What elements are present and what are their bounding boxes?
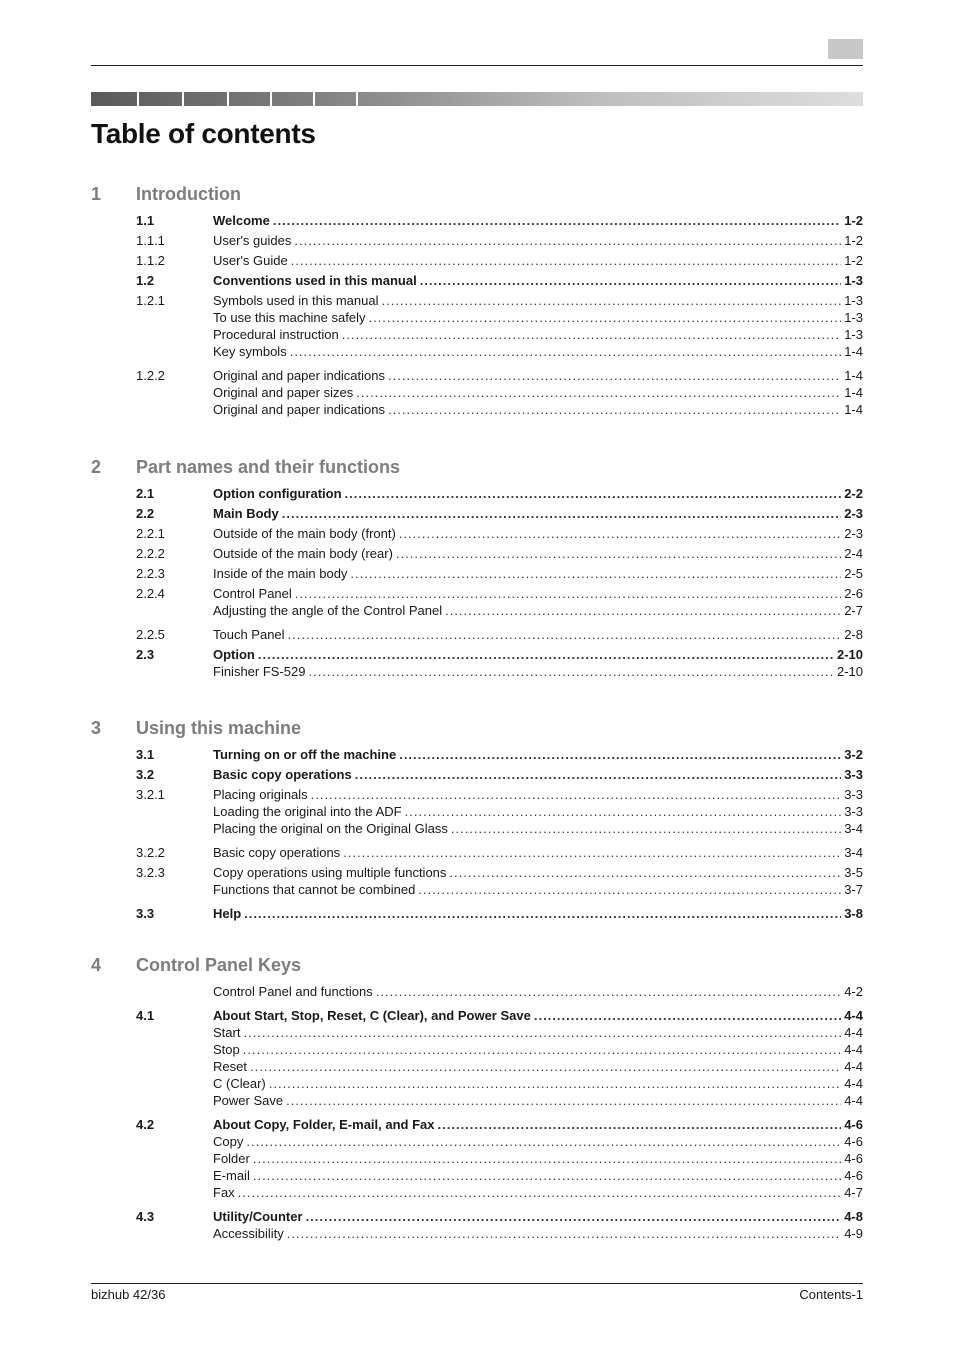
dot-leader <box>291 252 841 269</box>
toc-entry-title: Option <box>213 647 255 662</box>
toc-entry[interactable] <box>0 525 954 542</box>
toc-entry-page: 4-4 <box>844 1059 863 1074</box>
toc-entry-page: 4-9 <box>844 1226 863 1241</box>
toc-entry-page: 2-4 <box>844 546 863 561</box>
toc-entry-line <box>213 803 863 820</box>
toc-entry-title: Placing the original on the Original Glass <box>213 821 448 836</box>
toc-entry-page: 4-2 <box>844 984 863 999</box>
footer-page-number: Contents-1 <box>799 1287 863 1302</box>
toc-entry-page: 4-7 <box>844 1185 863 1200</box>
toc-entry-title: Outside of the main body (rear) <box>213 546 393 561</box>
toc-entry-page: 4-4 <box>844 1093 863 1108</box>
toc-entry[interactable] <box>0 1150 954 1167</box>
toc-entry-line <box>213 1092 863 1109</box>
toc-entry-page: 4-6 <box>844 1134 863 1149</box>
footer-product-name: bizhub 42/36 <box>91 1287 166 1302</box>
toc-entry-title: About Copy, Folder, E-mail, and Fax <box>213 1117 435 1132</box>
toc-entry[interactable] <box>0 1133 954 1150</box>
toc-entry-line <box>213 1150 863 1167</box>
toc-entry-line <box>213 565 863 582</box>
toc-entry-title: Symbols used in this manual <box>213 293 379 308</box>
toc-entry-number: 3.2.1 <box>136 787 165 802</box>
toc-entry-number: 3.2.3 <box>136 865 165 880</box>
toc-entry[interactable] <box>0 803 954 820</box>
decorative-bar-gap <box>182 92 184 106</box>
toc-entry-page: 3-3 <box>844 767 863 782</box>
chapter-heading[interactable] <box>0 718 954 746</box>
toc-entry-page: 1-2 <box>844 233 863 248</box>
toc-entry[interactable] <box>0 905 954 922</box>
toc-entry-page: 4-4 <box>844 1008 863 1023</box>
dot-leader <box>244 905 841 922</box>
toc-entry-number: 2.3 <box>136 647 155 662</box>
toc-entry-number: 2.2.2 <box>136 546 165 561</box>
toc-entry-page: 1-3 <box>844 310 863 325</box>
dot-leader <box>243 1041 841 1058</box>
toc-entry-line <box>213 1058 863 1075</box>
chapter-heading[interactable] <box>0 457 954 485</box>
toc-entry-number: 2.1 <box>136 486 155 501</box>
toc-entry-title: Fax <box>213 1185 235 1200</box>
chapter-section <box>0 718 954 922</box>
dot-leader <box>350 565 841 582</box>
footer-rule <box>91 1283 863 1284</box>
chapter-number: 2 <box>91 457 102 477</box>
toc-entry-page: 1-3 <box>844 293 863 308</box>
toc-entry-line <box>213 881 863 898</box>
dot-leader <box>399 525 841 542</box>
toc-entry[interactable] <box>0 1092 954 1109</box>
dot-leader <box>250 1058 841 1075</box>
toc-entry-number: 2.2 <box>136 506 155 521</box>
toc-entry-line <box>213 626 863 643</box>
toc-entry-title: Folder <box>213 1151 250 1166</box>
toc-entry-page: 1-4 <box>844 402 863 417</box>
dot-leader <box>381 292 841 309</box>
toc-entry-page: 3-5 <box>844 865 863 880</box>
toc-entry-number: 3.1 <box>136 747 155 762</box>
toc-entry-title: Start <box>213 1025 241 1040</box>
toc-entry-list <box>0 212 954 418</box>
chapter-title: Control Panel Keys <box>136 955 302 975</box>
toc-entry[interactable] <box>0 292 954 309</box>
toc-entry[interactable] <box>0 585 954 602</box>
toc-entry-page: 3-4 <box>844 821 863 836</box>
dot-leader <box>449 864 841 881</box>
toc-entry-page: 2-3 <box>844 506 863 521</box>
toc-entry-page: 2-6 <box>844 586 863 601</box>
toc-entry[interactable] <box>0 820 954 837</box>
toc-entry-title: Finisher FS-529 <box>213 664 306 679</box>
toc-entry-title: Placing originals <box>213 787 308 802</box>
toc-entry[interactable] <box>0 272 954 289</box>
decorative-bar-gap <box>313 92 315 106</box>
toc-entry[interactable] <box>0 309 954 326</box>
toc-entry[interactable] <box>0 766 954 783</box>
dot-leader <box>282 505 841 522</box>
toc-entry-line <box>213 252 863 269</box>
toc-entry-page: 3-3 <box>844 804 863 819</box>
toc-entry-title: About Start, Stop, Reset, C (Clear), and Power Save <box>213 1008 531 1023</box>
toc-entry-line <box>213 545 863 562</box>
toc-entry-page: 2-2 <box>844 486 863 501</box>
toc-entry-title: Loading the original into the ADF <box>213 804 402 819</box>
toc-entry-page: 1-2 <box>844 253 863 268</box>
toc-entry[interactable] <box>0 326 954 343</box>
toc-entry-list <box>0 983 954 1242</box>
toc-entry-line <box>213 272 863 289</box>
toc-entry-page: 4-6 <box>844 1168 863 1183</box>
toc-entry[interactable] <box>0 343 954 360</box>
page-title: Table of contents <box>91 118 316 149</box>
toc-entry-page: 4-4 <box>844 1042 863 1057</box>
toc-entry-number: 4.1 <box>136 1008 155 1023</box>
toc-entry[interactable] <box>0 1041 954 1058</box>
toc-entry[interactable] <box>0 844 954 861</box>
toc-entry-line <box>213 1208 863 1225</box>
toc-entry-title: Accessibility <box>213 1226 284 1241</box>
toc-entry-title: Copy <box>213 1134 244 1149</box>
toc-entry-number: 3.2 <box>136 767 155 782</box>
dot-leader <box>258 646 834 663</box>
toc-entry-number: 1.2.1 <box>136 293 165 308</box>
toc-entry[interactable] <box>0 1167 954 1184</box>
dot-leader <box>273 212 841 229</box>
toc-entry-title: Basic copy operations <box>213 845 341 860</box>
toc-entry-line <box>213 1184 863 1201</box>
dot-leader <box>269 1075 841 1092</box>
toc-entry[interactable] <box>0 663 954 680</box>
chapter-number: 3 <box>91 718 102 738</box>
toc-entry-page: 2-5 <box>844 566 863 581</box>
toc-entry-line <box>213 1024 863 1041</box>
chapter-title: Part names and their functions <box>136 457 401 477</box>
toc-entry-number: 2.2.5 <box>136 627 165 642</box>
toc-entry-title: C (Clear) <box>213 1076 266 1091</box>
chapter-section <box>0 457 954 680</box>
toc-entry-page: 2-3 <box>844 526 863 541</box>
toc-entry-number: 2.2.4 <box>136 586 165 601</box>
decorative-bar-gap <box>137 92 139 106</box>
toc-entry-number: 1.1.1 <box>136 233 165 248</box>
toc-entry[interactable] <box>0 565 954 582</box>
toc-entry[interactable] <box>0 983 954 1000</box>
toc-entry-title: Turning on or off the machine <box>213 747 397 762</box>
toc-entry-title: Procedural instruction <box>213 327 339 342</box>
toc-entry-title: Basic copy operations <box>213 767 352 782</box>
toc-entry-title: Option configuration <box>213 486 342 501</box>
dot-leader <box>288 626 842 643</box>
toc-entry-number: 3.2.2 <box>136 845 165 860</box>
dot-leader <box>343 844 841 861</box>
toc-entry-line <box>213 232 863 249</box>
toc-entry[interactable] <box>0 252 954 269</box>
toc-entry[interactable] <box>0 626 954 643</box>
toc-entry-title: Key symbols <box>213 344 287 359</box>
toc-entry-line <box>213 384 863 401</box>
dot-leader <box>342 326 841 343</box>
dot-leader <box>438 1116 842 1133</box>
toc-entry-line <box>213 343 863 360</box>
toc-entry-number: 1.1.2 <box>136 253 165 268</box>
chapter-title: Using this machine <box>136 718 302 738</box>
dot-leader <box>253 1167 841 1184</box>
dot-leader <box>396 545 841 562</box>
dot-leader <box>308 663 833 680</box>
toc-entry-title: Control Panel <box>213 586 292 601</box>
toc-entry-line <box>213 983 863 1000</box>
toc-entry-title: Stop <box>213 1042 240 1057</box>
toc-entry-line <box>213 905 863 922</box>
toc-entry-line <box>213 646 863 663</box>
toc-entry-title: Original and paper indications <box>213 368 385 383</box>
toc-entry[interactable] <box>0 1184 954 1201</box>
toc-entry-title: Main Body <box>213 506 279 521</box>
toc-entry-line <box>213 844 863 861</box>
toc-entry-page: 1-3 <box>844 273 863 288</box>
toc-entry-line <box>213 1133 863 1150</box>
toc-entry[interactable] <box>0 545 954 562</box>
decorative-bar <box>91 92 863 106</box>
dot-leader <box>345 485 842 502</box>
dot-leader <box>418 881 841 898</box>
toc-entry-number: 4.2 <box>136 1117 155 1132</box>
toc-entry-page: 2-8 <box>844 627 863 642</box>
dot-leader <box>368 309 841 326</box>
dot-leader <box>311 786 842 803</box>
toc-entry-line <box>213 1167 863 1184</box>
toc-entry-title: Original and paper sizes <box>213 385 354 400</box>
toc-entry-line <box>213 585 863 602</box>
toc-entry-page: 3-3 <box>844 787 863 802</box>
toc-entry-title: Welcome <box>213 213 270 228</box>
toc-entry-title: Power Save <box>213 1093 284 1108</box>
toc-entry[interactable] <box>0 1225 954 1242</box>
toc-entry-line <box>213 309 863 326</box>
toc-entry-line <box>213 367 863 384</box>
toc-entry-line <box>213 485 863 502</box>
toc-entry-line <box>213 766 863 783</box>
toc-entry-number: 1.2.2 <box>136 368 165 383</box>
toc-entry[interactable] <box>0 864 954 881</box>
toc-entry-title: Touch Panel <box>213 627 285 642</box>
dot-leader <box>286 1092 841 1109</box>
toc-entry[interactable] <box>0 1058 954 1075</box>
toc-entry-page: 1-3 <box>844 327 863 342</box>
toc-entry-line <box>213 401 863 418</box>
toc-entry-line <box>213 746 863 763</box>
chapter-heading[interactable] <box>0 184 954 212</box>
dot-leader <box>388 367 841 384</box>
dot-leader <box>243 1024 841 1041</box>
toc-entry-page: 2-7 <box>844 603 863 618</box>
toc-entry[interactable] <box>0 602 954 619</box>
toc-entry-title: Copy operations using multiple functions <box>213 865 447 880</box>
toc-entry[interactable] <box>0 881 954 898</box>
toc-entry-line <box>213 820 863 837</box>
toc-entry-line <box>213 292 863 309</box>
toc-entry[interactable] <box>0 367 954 384</box>
toc-entry-page: 4-4 <box>844 1025 863 1040</box>
toc-entry-title: Reset <box>213 1059 247 1074</box>
toc-entry[interactable] <box>0 232 954 249</box>
toc-entry-line <box>213 212 863 229</box>
chapter-number: 1 <box>91 184 102 204</box>
chapter-heading[interactable] <box>0 955 954 983</box>
dot-leader <box>306 1208 842 1225</box>
dot-leader <box>534 1007 841 1024</box>
toc-entry-line <box>213 505 863 522</box>
toc-entry-title: Utility/Counter <box>213 1209 303 1224</box>
toc-entry-list <box>0 485 954 680</box>
dot-leader <box>290 343 842 360</box>
dot-leader <box>287 1225 841 1242</box>
toc-entry-title: Functions that cannot be combined <box>213 882 416 897</box>
toc-entry-title: User's guides <box>213 233 292 248</box>
toc-entry[interactable] <box>0 485 954 502</box>
toc-entry-title: E-mail <box>213 1168 250 1183</box>
toc-entry-page: 1-4 <box>844 368 863 383</box>
toc-entry-title: Help <box>213 906 242 921</box>
dot-leader <box>405 803 842 820</box>
dot-leader <box>451 820 841 837</box>
toc-entry[interactable] <box>0 505 954 522</box>
toc-entry-number: 3.3 <box>136 906 155 921</box>
dot-leader <box>246 1133 841 1150</box>
toc-entry-page: 4-4 <box>844 1076 863 1091</box>
toc-entry-title: Inside of the main body <box>213 566 348 581</box>
toc-entry-page: 2-10 <box>836 647 863 662</box>
toc-entry-number: 2.2.1 <box>136 526 165 541</box>
toc-entry-number: 1.2 <box>136 273 155 288</box>
dot-leader <box>355 766 841 783</box>
toc-entry-page: 1-4 <box>844 385 863 400</box>
chapter-section <box>0 955 954 1242</box>
chapter-number: 4 <box>91 955 102 975</box>
toc-entry[interactable] <box>0 746 954 763</box>
dot-leader <box>445 602 841 619</box>
toc-entry-title: Outside of the main body (front) <box>213 526 396 541</box>
toc-entry-line <box>213 602 863 619</box>
toc-entry-line <box>213 864 863 881</box>
toc-entry-line <box>213 1041 863 1058</box>
toc-entry-page: 4-6 <box>844 1151 863 1166</box>
chapter-section <box>0 184 954 418</box>
toc-entry-line <box>213 1116 863 1133</box>
toc-entry-page: 1-4 <box>844 344 863 359</box>
toc-entry-page: 4-6 <box>844 1117 863 1132</box>
toc-entry-line <box>213 326 863 343</box>
toc-entry-page: 3-7 <box>844 882 863 897</box>
toc-entry-page: 3-4 <box>844 845 863 860</box>
toc-entry-title: Original and paper indications <box>213 402 385 417</box>
toc-entry[interactable] <box>0 1024 954 1041</box>
dot-leader <box>420 272 842 289</box>
header-rule <box>91 65 863 66</box>
toc-entry-title: Adjusting the angle of the Control Panel <box>213 603 443 618</box>
dot-leader <box>399 746 841 763</box>
toc-entry-line <box>213 786 863 803</box>
dot-leader <box>253 1150 841 1167</box>
dot-leader <box>238 1184 842 1201</box>
toc-entry-number: 4.3 <box>136 1209 155 1224</box>
toc-entry-page: 3-8 <box>844 906 863 921</box>
toc-entry-line <box>213 663 863 680</box>
chapter-title: Introduction <box>136 184 241 204</box>
toc-entry[interactable] <box>0 786 954 803</box>
toc-entry-number: 1.1 <box>136 213 155 228</box>
toc-entry-line <box>213 1225 863 1242</box>
dot-leader <box>356 384 841 401</box>
toc-entry-line <box>213 1007 863 1024</box>
toc-entry-title: To use this machine safely <box>213 310 366 325</box>
toc-entry-line <box>213 525 863 542</box>
decorative-bar-gap <box>270 92 272 106</box>
toc-entry-title: Conventions used in this manual <box>213 273 417 288</box>
toc-entry-page: 1-2 <box>844 213 863 228</box>
toc-entry[interactable] <box>0 401 954 418</box>
dot-leader <box>295 585 841 602</box>
toc-entry[interactable] <box>0 1075 954 1092</box>
toc-entry-page: 3-2 <box>844 747 863 762</box>
toc-entry-page: 4-8 <box>844 1209 863 1224</box>
corner-tab <box>828 39 863 59</box>
toc-entry-line <box>213 1075 863 1092</box>
toc-entry[interactable] <box>0 384 954 401</box>
toc-entry[interactable] <box>0 1208 954 1225</box>
decorative-bar-gap <box>356 92 358 106</box>
dot-leader <box>388 401 841 418</box>
toc-entry-title: Control Panel and functions <box>213 984 373 999</box>
decorative-bar-gap <box>227 92 229 106</box>
toc-entry[interactable] <box>0 646 954 663</box>
toc-entry-page: 2-10 <box>836 664 863 679</box>
dot-leader <box>376 983 841 1000</box>
toc-entry-number: 2.2.3 <box>136 566 165 581</box>
toc-entry[interactable] <box>0 1007 954 1024</box>
toc-entry[interactable] <box>0 1116 954 1133</box>
toc-entry-list <box>0 746 954 922</box>
toc-entry[interactable] <box>0 212 954 229</box>
toc-entry-title: User's Guide <box>213 253 288 268</box>
dot-leader <box>294 232 841 249</box>
